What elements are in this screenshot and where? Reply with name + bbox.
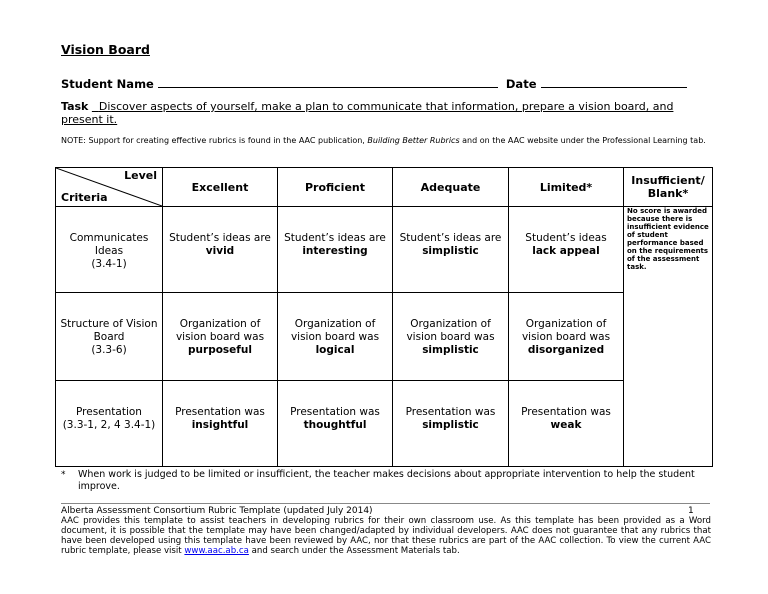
criteria-label: Criteria [61, 191, 108, 204]
rubric-cell: Presentation was thoughtful [278, 381, 393, 467]
student-name-label: Student Name [61, 77, 154, 91]
footer-title: Alberta Assessment Consortium Rubric Template (updated July 2014) [61, 506, 373, 516]
page-number: 1 [688, 506, 694, 516]
footer-disclaimer: AAC provides this template to assist teachers in developing rubrics for their own classroom use. As this template has been provided as a Word document, it is possible that the template may have been changed/adapted by individual developers. AAC does not guarantee that any rubrics that have been developed using this template have been reviewed by AAC, nor that these rubrics are part of the AAC collection. To view the current AAC rubric template, please visit www.aac.ab.ca and search under the Assessment Materials tab. [61, 516, 711, 556]
aac-website-link[interactable]: www.aac.ab.ca [184, 546, 249, 556]
table-row [56, 293, 713, 381]
rubric-cell: Student’s ideas are interesting [278, 207, 393, 293]
table-header-row [56, 168, 713, 207]
rubric-table [55, 167, 713, 467]
rubric-cell: Presentation was insightful [163, 381, 278, 467]
footnote-text: When work is judged to be limited or insufficient, the teacher makes decisions about appropriate intervention to help the student improve. [78, 469, 695, 492]
rubric-cell: Organization of vision board was logical [278, 293, 393, 381]
note-text: NOTE: Support for creating effective rubrics is found in the AAC publication, Building Better Rubrics and on the AAC website under the Professional Learning tab. [61, 136, 706, 145]
student-name-line[interactable] [158, 76, 498, 88]
date-label: Date [505, 77, 537, 91]
insufficient-note: No score is awarded because there is insufficient evidence of student performance based on the requirements of the assessment task. [624, 207, 713, 467]
criterion-cell: Presentation (3.3-1, 2, 4 3.4-1) [56, 381, 163, 467]
footnote-star: * [61, 470, 66, 480]
publication-title: Building Better Rubrics [367, 136, 460, 145]
student-info-row [61, 76, 711, 91]
rubric-cell: Presentation was simplistic [393, 381, 509, 467]
rubric-cell: Organization of vision board was purposeful [163, 293, 278, 381]
rubric-cell: Organization of vision board was simplistic [393, 293, 509, 381]
footnote [61, 469, 716, 493]
header-limited: Limited* [509, 168, 624, 207]
page-title: Vision Board [61, 42, 150, 57]
rubric-cell: Student’s ideas lack appeal [509, 207, 624, 293]
rubric-cell: Organization of vision board was disorganized [509, 293, 624, 381]
task-label: Task [61, 100, 89, 113]
criterion-cell: Communicates Ideas (3.4-1) [56, 207, 163, 293]
header-excellent: Excellent [163, 168, 278, 207]
task-row [61, 100, 711, 126]
date-line[interactable] [541, 76, 687, 88]
level-label: Level [124, 169, 157, 182]
rubric-cell: Student’s ideas are simplistic [393, 207, 509, 293]
header-proficient: Proficient [278, 168, 393, 207]
header-insufficient: Insufficient/ Blank* [624, 168, 713, 207]
header-adequate: Adequate [393, 168, 509, 207]
task-text: Discover aspects of yourself, make a plan to communicate that information, prepare a vision board, and present it. [61, 100, 674, 126]
table-row [56, 381, 713, 467]
rubric-cell: Student’s ideas are vivid [163, 207, 278, 293]
corner-header [56, 168, 163, 207]
footer-divider [61, 503, 710, 504]
table-row [56, 207, 713, 293]
rubric-cell: Presentation was weak [509, 381, 624, 467]
criterion-cell: Structure of Vision Board (3.3-6) [56, 293, 163, 381]
